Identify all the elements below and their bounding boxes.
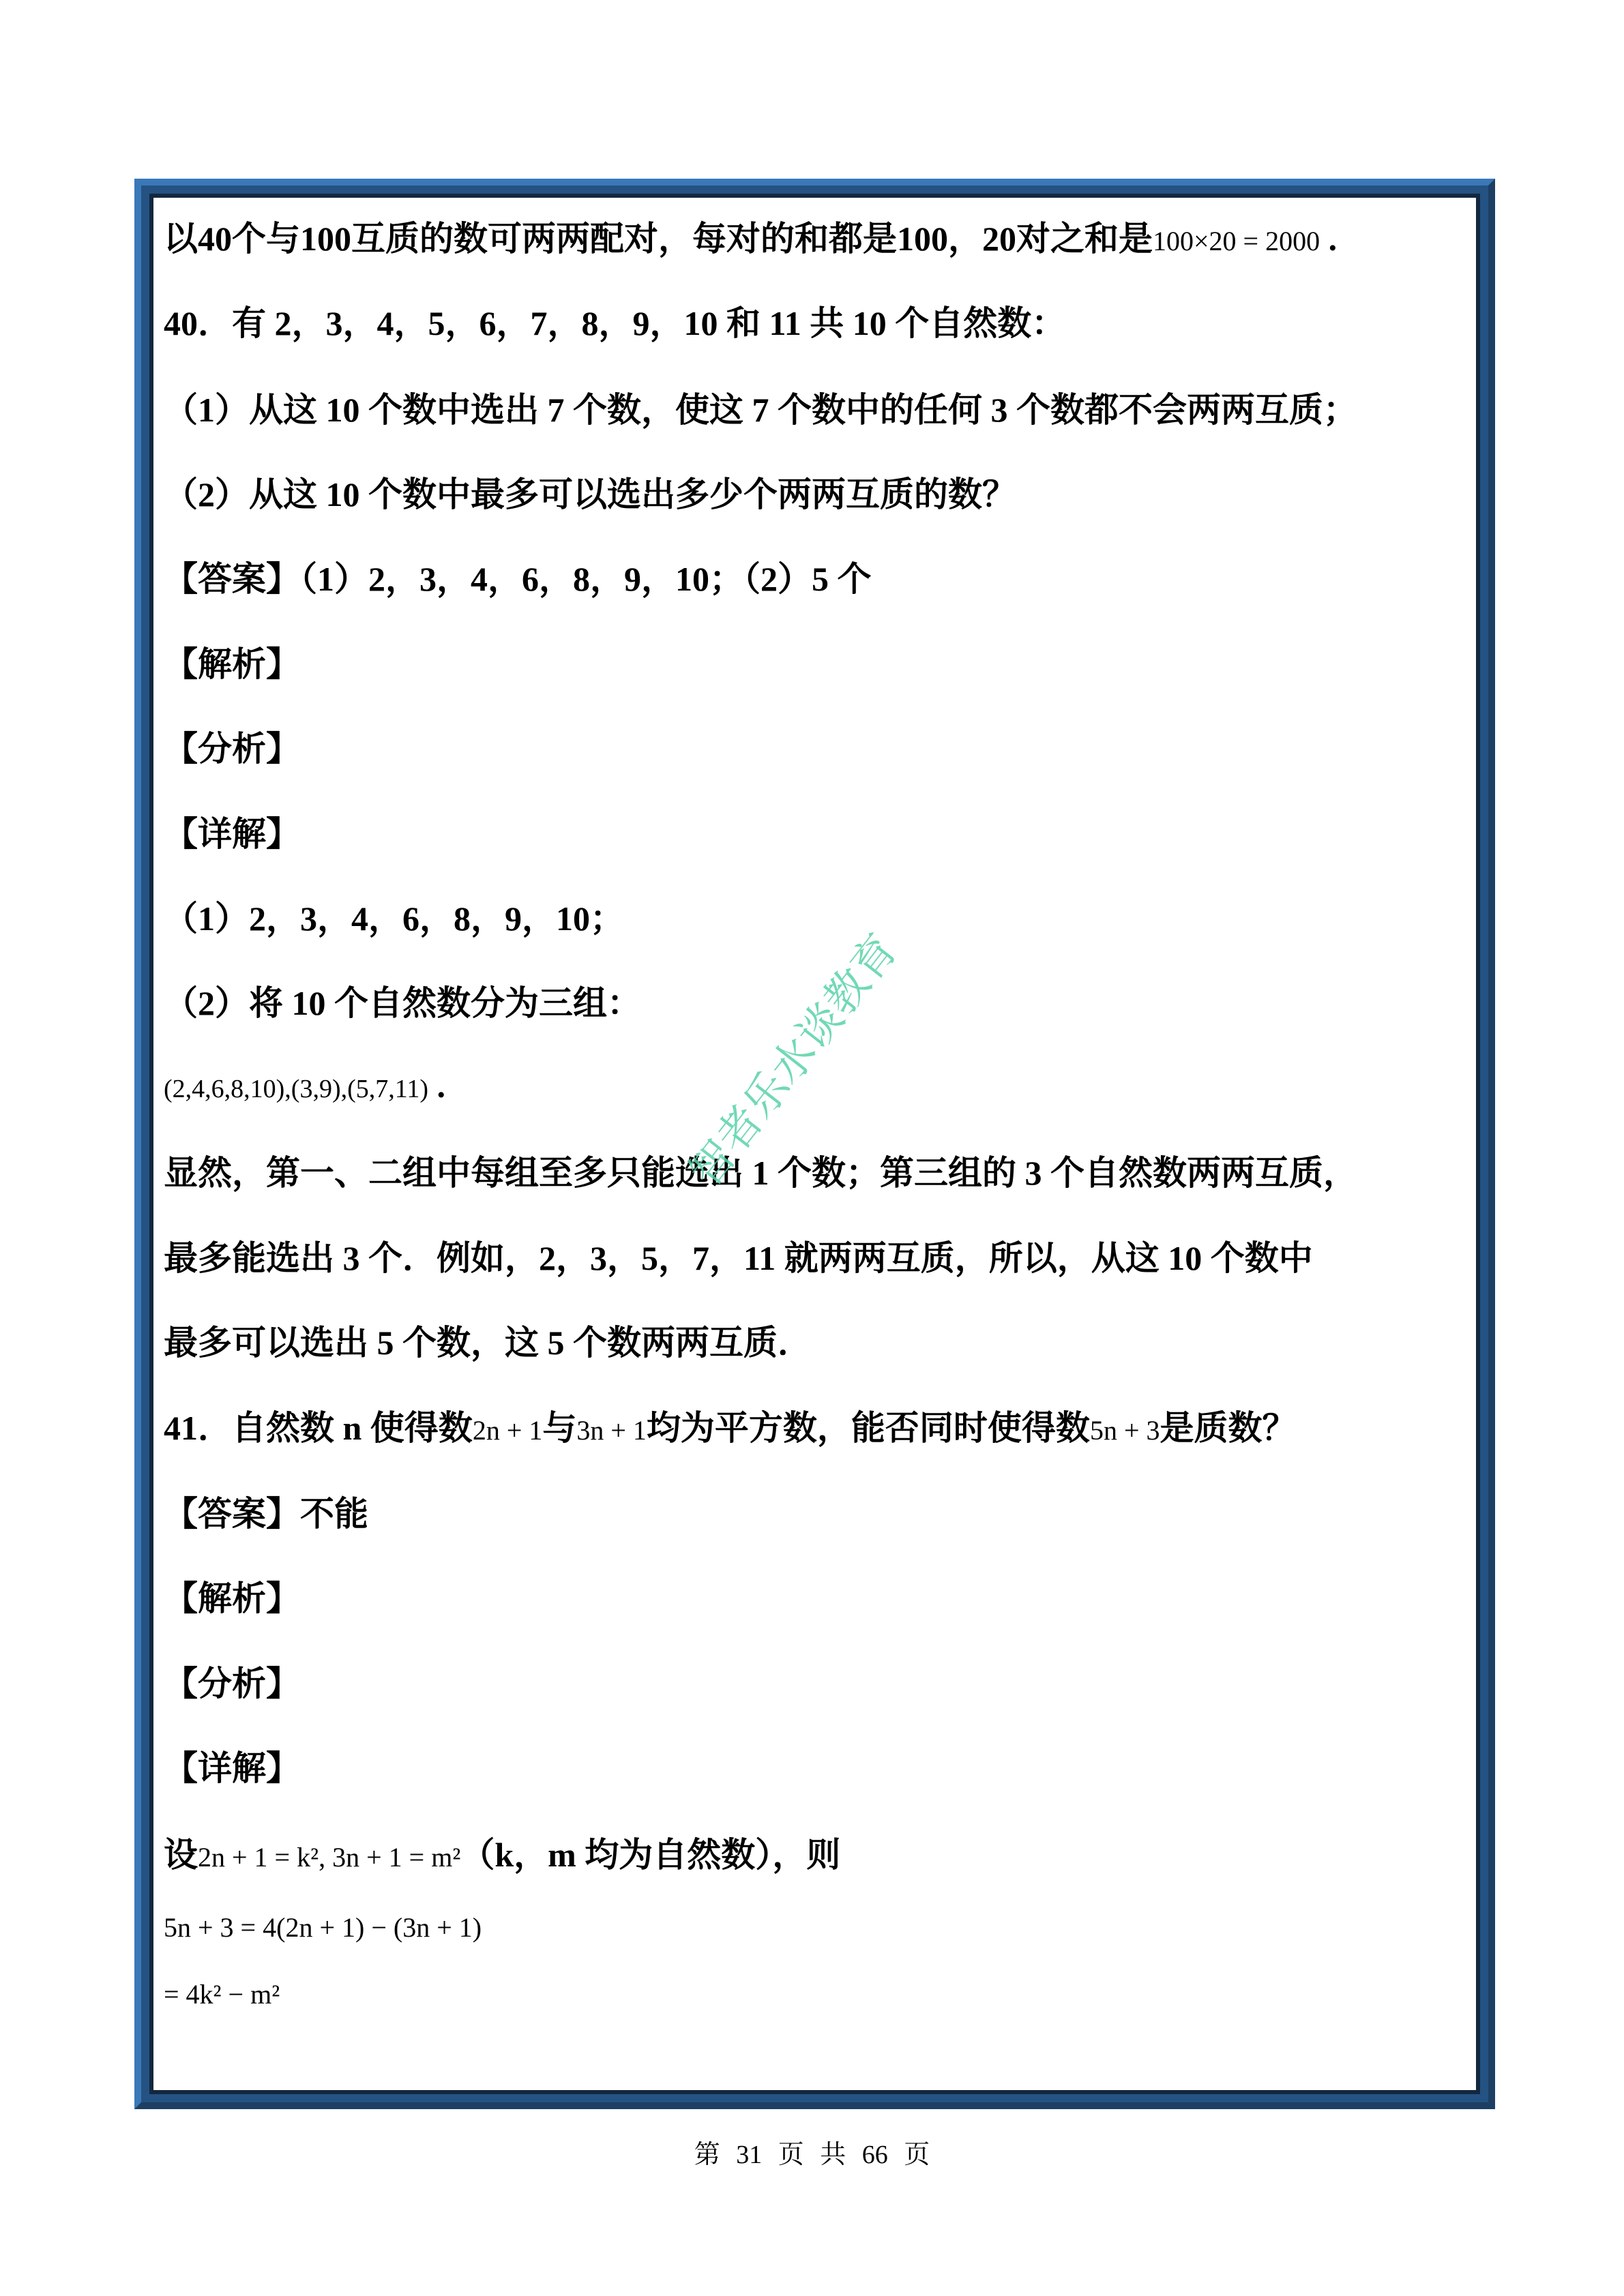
watermark: 智者乐水谈教育: [679, 925, 908, 1197]
text-line: [164, 215, 1337, 265]
text-line: 最多能选出 3 个．例如，2，3，5，7，11 就两两互质，所以，从这 10 个数中: [164, 1239, 1313, 1277]
page-number: 第 31 页 共 66 页: [694, 2141, 930, 2169]
math-expression: 5n + 3: [1089, 1415, 1160, 1446]
math-expression: 100×20 = 2000: [1153, 226, 1320, 256]
text-line: 显然，第一、二组中每组至多只能选出 1 个数；第三组的 3 个自然数两两互质，: [164, 1154, 1357, 1192]
answer-41: 【答案】不能: [164, 1495, 368, 1533]
text: 41．自然数 n 使得数: [164, 1409, 473, 1447]
fenxi-heading: 【分析】: [164, 1665, 300, 1703]
text: .: [1320, 220, 1338, 258]
text: （k，m 均为自然数），则: [460, 1836, 841, 1874]
detail-heading: 【详解】: [164, 1749, 300, 1787]
analysis-heading: 【解析】: [164, 1579, 300, 1617]
text: 是质数？: [1160, 1409, 1297, 1447]
text: .: [428, 1067, 446, 1105]
math-line: [164, 1901, 482, 1952]
text-line: [164, 1831, 840, 1881]
math-expression: 5n + 3 = 4(2n + 1) − (3n + 1): [164, 1912, 482, 1943]
text: 与: [542, 1409, 577, 1447]
question-40-part-2: （2）从这 10 个数中最多可以选出多少个两两互质的数？: [164, 475, 1016, 513]
math-expression: 3n + 1: [576, 1415, 647, 1446]
text: 均为平方数，能否同时使得数: [646, 1409, 1090, 1447]
solution-part-1: （1）2，3，4，6，8，9，10；: [164, 899, 624, 938]
math-expression: 2n + 1: [472, 1415, 543, 1446]
groups-line: [164, 1062, 445, 1113]
text-line: 最多可以选出 5 个数，这 5 个数两两互质．: [164, 1324, 812, 1362]
question-41: [164, 1404, 1297, 1455]
solution-part-2: （2）将 10 个自然数分为三组：: [164, 984, 641, 1022]
text: 以40个与100互质的数可两两配对，每对的和都是100，20对之和是: [164, 220, 1153, 258]
page-border: [134, 179, 1495, 2109]
question-40-part-1: （1）从这 10 个数中选出 7 个数，使这 7 个数中的任何 3 个数都不会两两互质；: [164, 391, 1357, 429]
detail-heading: 【详解】: [164, 815, 300, 853]
question-40: 40．有 2，3，4，5，6，7，8，9，10 和 11 共 10 个自然数：: [164, 304, 1066, 342]
math-expression: = 4k² − m²: [164, 1979, 280, 2010]
math-expression: (2,4,6,8,10),(3,9),(5,7,11): [164, 1075, 429, 1103]
fenxi-heading: 【分析】: [164, 730, 300, 768]
text: 设: [164, 1836, 198, 1874]
math-expression: 2n + 1 = k², 3n + 1 = m²: [198, 1842, 461, 1873]
math-line: [164, 1968, 280, 2018]
answer-40: 【答案】（1）2，3，4，6，8，9，10；（2）5 个: [164, 560, 872, 598]
analysis-heading: 【解析】: [164, 645, 300, 683]
